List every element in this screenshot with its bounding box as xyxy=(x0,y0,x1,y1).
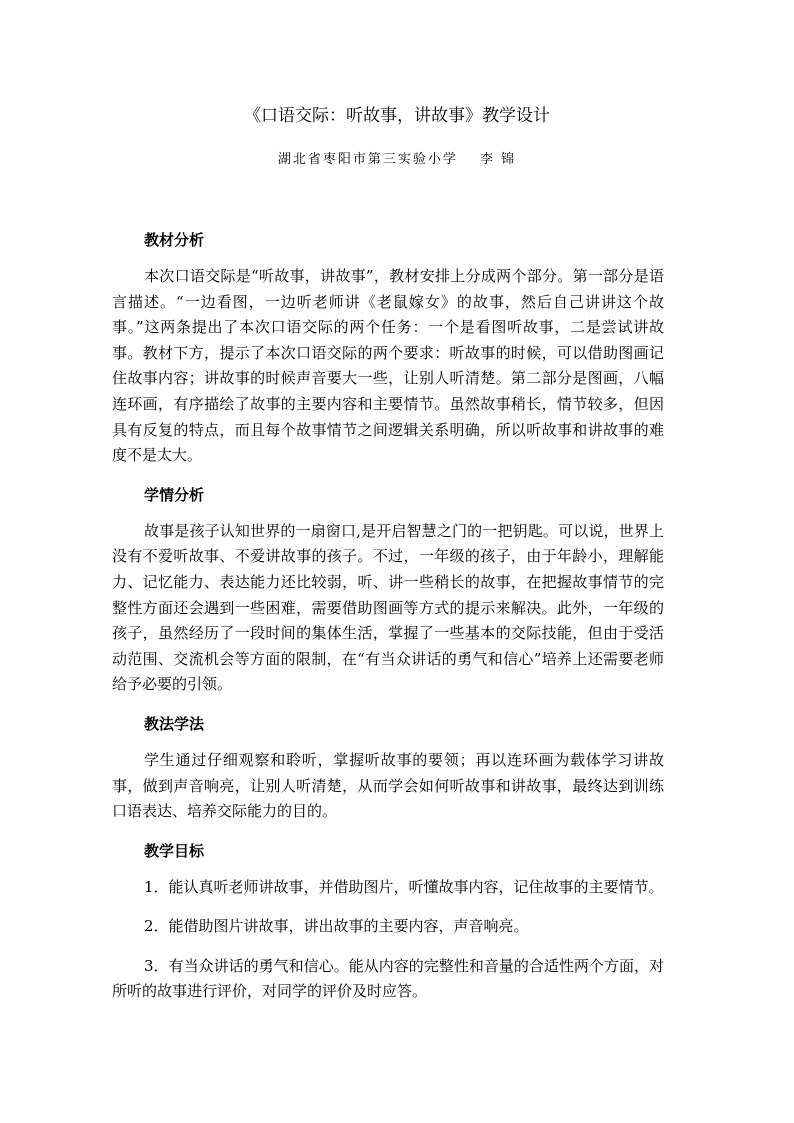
paragraph: 本次口语交际是“听故事，讲故事”，教材安排上分成两个部分。第一部分是语言描述。“一边看图，一边听老师讲《老鼠嫁女》的故事，然后自己讲讲这个故事。”这两条提出了本次口语交际的两个任务：一个是看图听故事，二是尝试讲故事。教材下方，提示了本次口语交际的两个要求：听故事的时候，可以借助图画记住故事内容；讲故事的时候声音要大一些，让别人听清楚。第二部分是图画，八幅连环画，有序描绘了故事的主要内容和主要情节。虽然故事稍长，情节较多，但因具有反复的特点，而且每个故事情节之间逻辑关系明确，所以听故事和讲故事的难度不是太大。 xyxy=(112,267,664,465)
author-name: 李 锦 xyxy=(479,152,517,167)
section-heading: 教法学法 xyxy=(144,714,205,733)
author-school: 湖北省枣阳市第三实验小学 xyxy=(277,152,458,167)
goal-item: 2．能借助图片讲故事，讲出故事的主要内容，声音响亮。 xyxy=(144,917,529,936)
section-teaching-goals xyxy=(112,839,664,1005)
section-heading: 教材分析 xyxy=(144,231,205,249)
document-body xyxy=(112,228,664,1019)
paragraph: 学生通过仔细观察和聆听，掌握听故事的要领；再以连环画为载体学习讲故事，做到声音响亮，让别人听清楚，从而学会如何听故事和讲故事，最终达到训练口语表达、培养交际能力的目的。 xyxy=(112,750,664,821)
author-line xyxy=(0,150,794,170)
goal-item: 1．能认真听老师讲故事，并借助图片，听懂故事内容，记住故事的主要情节。 xyxy=(144,877,664,896)
section-teaching-methods xyxy=(112,712,664,825)
goal-item: 3．有当众讲话的勇气和信心。能从内容的完整性和音量的合适性两个方面，对所听的故事进行评价，对同学的评价及时应答。 xyxy=(112,956,664,1001)
document-title: 《口语交际：听故事，讲故事》教学设计 xyxy=(244,106,550,126)
section-learner-analysis xyxy=(112,483,664,698)
section-heading: 学情分析 xyxy=(144,485,205,504)
section-heading: 教学目标 xyxy=(144,841,205,860)
section-textbook-analysis xyxy=(112,228,664,469)
paragraph: 故事是孩子认知世界的一扇窗口,是开启智慧之门的一把钥匙。可以说，世界上没有不爱听故事、不爱讲故事的孩子。不过，一年级的孩子，由于年龄小，理解能力、记忆能力、表达能力还比较弱，听、讲一些稍长的故事，在把握故事情节的完整性方面还会遇到一些困难，需要借助图画等方式的提示来解决。此外，一年级的孩子，虽然经历了一段时间的集体生活，掌握了一些基本的交际技能，但由于受活动范围、交流机会等方面的限制，在“有当众讲话的勇气和信心”培养上还需要老师给予必要的引领。 xyxy=(112,521,664,694)
